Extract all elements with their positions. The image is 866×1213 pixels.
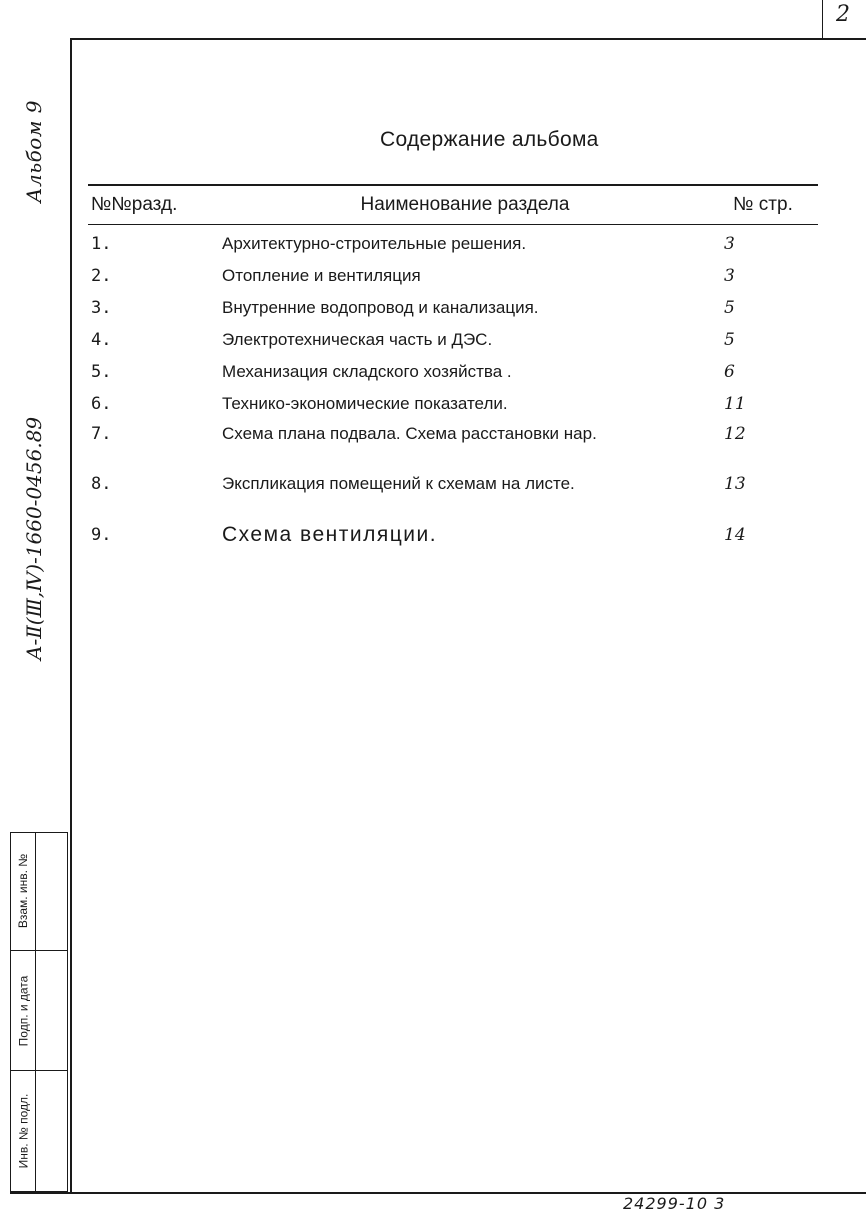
row-section-name: Внутренние водопровод и канализация. <box>222 298 539 317</box>
row-section-number: 3. <box>91 298 112 318</box>
title-block-labels <box>11 833 36 1191</box>
row-section-number: 5. <box>91 362 112 382</box>
row-section-name: Отопление и вентиляция <box>222 266 421 285</box>
frame-top-line <box>70 38 866 40</box>
album-label: Альбом 9 <box>22 100 46 203</box>
page-title: Содержание альбома <box>380 128 599 151</box>
side-document-code <box>14 100 54 660</box>
table-row <box>88 297 818 319</box>
vzam-inv-label: Взам. инв. № <box>16 854 30 929</box>
table-row <box>88 423 818 445</box>
header-page-number: № стр. <box>733 194 793 215</box>
row-section-name: Архитектурно-строительные решения. <box>222 234 527 253</box>
row-page-number: 6 <box>724 362 735 382</box>
contents-table <box>88 184 818 565</box>
row-section-number: 9. <box>91 525 112 545</box>
frame-left-line <box>70 38 72 1193</box>
row-section-name: Схема плана подвала. Схема расстановки нар. <box>222 424 597 443</box>
row-page-number: 13 <box>724 474 746 494</box>
row-section-name: Электротехническая часть и ДЭС. <box>222 330 493 349</box>
footer-document-code: 24299-10 3 <box>623 1194 726 1213</box>
sheet-number: 2 <box>836 2 850 27</box>
vzam-inv-field <box>36 833 67 950</box>
table-row <box>88 473 818 495</box>
row-page-number: 11 <box>724 394 746 414</box>
table-row <box>88 233 818 255</box>
row-page-number: 5 <box>724 298 735 318</box>
table-row <box>88 361 818 383</box>
podp-data-label: Подп. и дата <box>16 975 30 1046</box>
frame-bottom-line <box>10 1192 866 1194</box>
inv-podl-cell <box>11 1070 35 1191</box>
document-code: A-Ⅱ(Ⅲ,Ⅳ)-1660-0456.89 <box>22 416 46 660</box>
row-page-number: 14 <box>724 525 746 545</box>
table-row <box>88 265 818 287</box>
table-body <box>88 225 818 565</box>
row-section-name: Механизация складского хозяйства . <box>222 362 512 381</box>
inv-podl-label: Инв. № подл. <box>16 1093 30 1169</box>
header-section-number: №№разд. <box>91 194 178 215</box>
inv-podl-field <box>36 1070 67 1191</box>
row-section-number: 4. <box>91 330 112 350</box>
podp-data-cell <box>11 950 35 1071</box>
row-page-number: 12 <box>724 424 746 444</box>
row-section-number: 8. <box>91 474 112 494</box>
title-block-fields <box>36 833 67 1191</box>
podp-data-field <box>36 950 67 1071</box>
table-row <box>88 329 818 351</box>
sheet-number-divider <box>822 0 823 38</box>
table-row <box>88 393 818 415</box>
row-section-name: Схема вентиляции. <box>222 523 438 546</box>
row-section-name: Экспликация помещений к схемам на листе. <box>222 474 575 493</box>
row-page-number: 3 <box>724 234 735 254</box>
row-section-number: 7. <box>91 424 112 444</box>
row-section-number: 1. <box>91 234 112 254</box>
row-section-number: 2. <box>91 266 112 286</box>
title-block <box>10 832 68 1192</box>
row-page-number: 5 <box>724 330 735 350</box>
vzam-inv-cell <box>11 833 35 950</box>
table-row <box>88 521 818 549</box>
row-section-number: 6. <box>91 394 112 414</box>
row-section-name: Технико-экономические показатели. <box>222 394 508 413</box>
row-page-number: 3 <box>724 266 735 286</box>
table-header <box>88 186 818 224</box>
header-section-name: Наименование раздела <box>360 194 570 215</box>
